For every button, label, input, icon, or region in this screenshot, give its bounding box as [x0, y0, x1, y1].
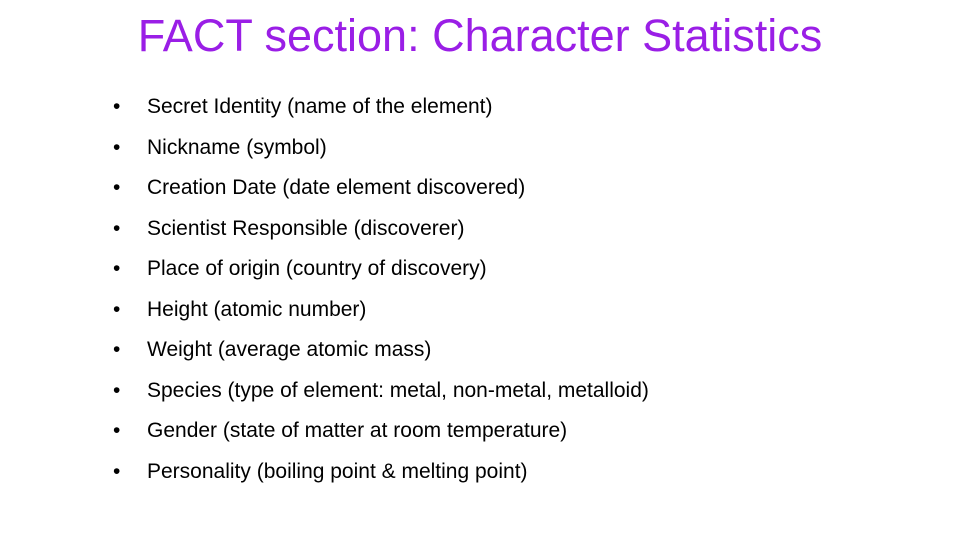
- bullet-dot: •: [113, 216, 121, 240]
- bullet-item: [113, 252, 649, 293]
- bullet-text: Scientist Responsible (discoverer): [147, 216, 465, 240]
- bullet-text: Species (type of element: metal, non-metal, metalloid): [147, 378, 649, 402]
- bullet-item: [113, 212, 649, 253]
- bullet-dot: •: [113, 297, 121, 321]
- bullet-dot: •: [113, 176, 121, 199]
- bullet-dot: •: [113, 378, 121, 402]
- bullet-text: Weight (average atomic mass): [147, 338, 432, 361]
- bullet-text: Gender (state of matter at room temperature): [147, 419, 568, 442]
- bullet-item: [113, 374, 649, 415]
- bullet-item: [113, 171, 649, 212]
- slide-title: FACT section: Character Statistics: [137, 10, 823, 61]
- bullet-text: Creation Date (date element discovered): [147, 176, 526, 199]
- bullet-item: [113, 455, 649, 496]
- bullet-text: Personality (boiling point & melting point): [147, 459, 528, 483]
- bullet-item: [113, 333, 649, 374]
- bullet-dot: •: [113, 459, 121, 483]
- bullet-item: [113, 90, 649, 131]
- bullet-item: [113, 131, 649, 172]
- bullet-dot: •: [113, 338, 121, 361]
- bullet-text: Place of origin (country of discovery): [147, 257, 487, 280]
- bullet-list: [113, 90, 649, 495]
- bullet-dot: •: [113, 95, 121, 118]
- bullet-dot: •: [113, 419, 121, 442]
- bullet-item: [113, 414, 649, 455]
- bullet-text: Secret Identity (name of the element): [147, 95, 493, 118]
- bullet-item: [113, 293, 649, 334]
- bullet-dot: •: [113, 135, 121, 159]
- bullet-text: Nickname (symbol): [147, 135, 327, 159]
- bullet-dot: •: [113, 257, 121, 280]
- bullet-text: Height (atomic number): [147, 297, 367, 321]
